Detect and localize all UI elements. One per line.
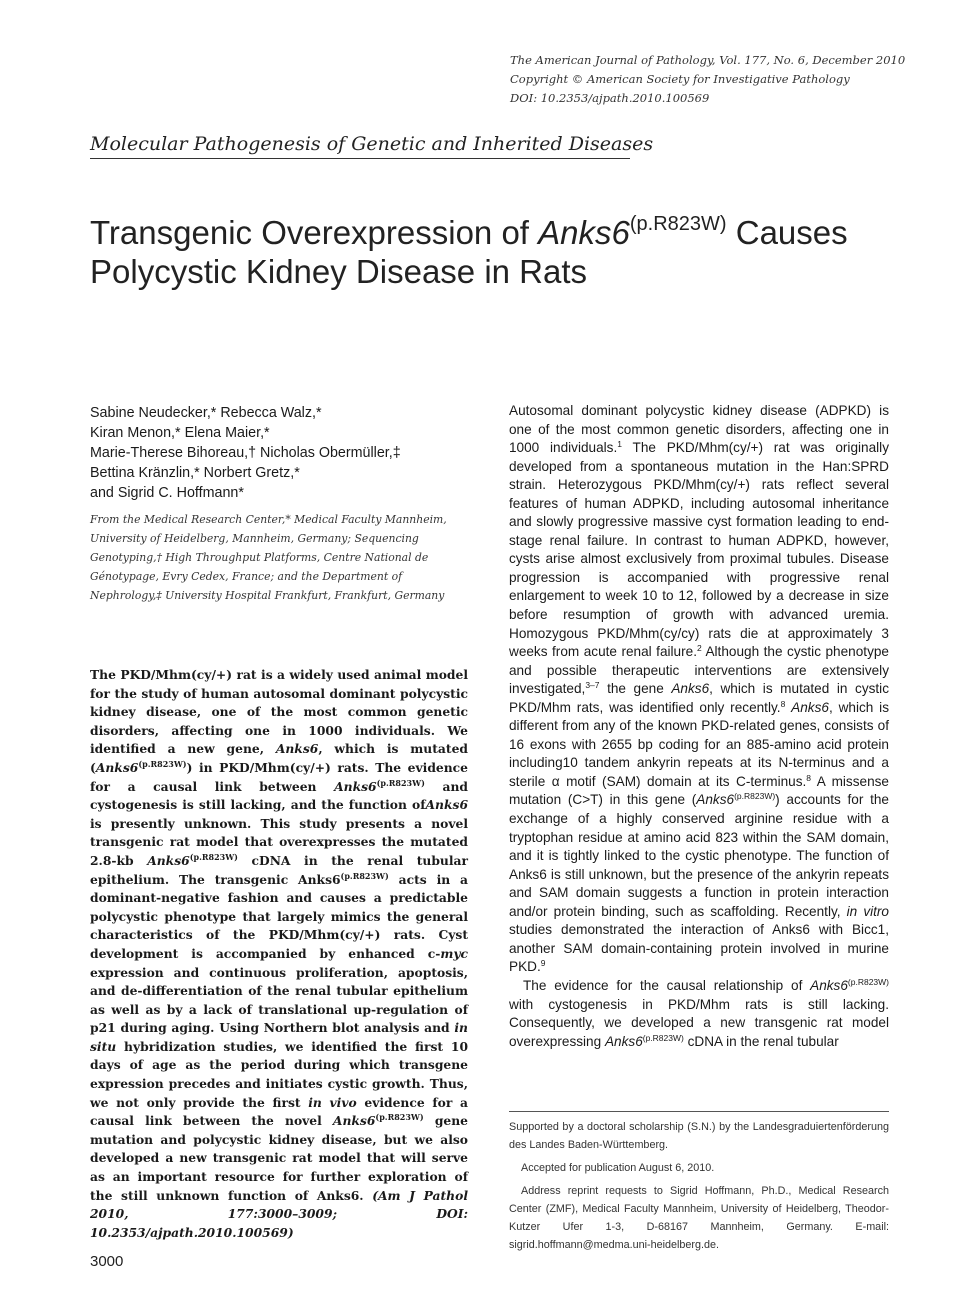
body-paragraph xyxy=(509,402,889,977)
author-line: Bettina Kränzlin,* Norbert Gretz,* xyxy=(90,465,300,481)
body-gene: Anks6 xyxy=(791,699,829,715)
title-part2: Causes Polycystic Kidney Disease in Rats xyxy=(90,214,848,290)
body-text-run: studies demonstrated the interaction of Anks6 with Bicc1, another SAM domain-containing protein involved in murine PKD. xyxy=(509,922,889,975)
footnote-reprint: Address reprint requests to Sigrid Hoffmann, Ph.D., Medical Research Center (ZMF), Medical Faculty Mannheim, University of Heidelberg, Theodor-Kutzer Ufer 1-3, D-68167 Mannheim, Germany. E-mail: sigrid.hoffmann@medma.uni-heidelberg.de. xyxy=(509,1185,889,1251)
gene-superscript: (p.R823W) xyxy=(642,1032,684,1043)
footnote-accepted: Accepted for publication August 6, 2010. xyxy=(521,1162,715,1174)
reference-marker: 1 xyxy=(617,439,622,450)
abstract-gene: Anks6 xyxy=(147,852,190,868)
author-list xyxy=(90,403,470,503)
gene-superscript: (p.R823W) xyxy=(847,976,889,987)
reference-marker: 2 xyxy=(696,643,702,654)
gene-superscript: (p.R823W) xyxy=(734,791,776,802)
body-text-run: , which is different from any of the known PKD-related genes, consists of 16 exons with 2655 bp coding for an 885-amino acid protein including10 tandem ankyrin repeats at its N-terminus and a sterile α motif (SAM) domain at its C-terminus. xyxy=(509,699,889,789)
abstract-italic: in vivo xyxy=(308,1094,357,1110)
abstract-text: evidence for a causal link between the novel xyxy=(90,1094,468,1129)
abstract-italic: myc xyxy=(440,945,468,961)
abstract-text: acts in a dominant-negative fashion and causes a predictable polycystic phenotype that largely mimics the general characteristics of the PKD/Mhm(cy/+) rats. Cyst development is accompanied by enhanced c- xyxy=(90,871,468,961)
body-text-run: A missense mutation (C>T) in this gene ( xyxy=(509,773,889,808)
title-part1: Transgenic Overexpression of xyxy=(90,214,539,251)
body-gene: Anks6 xyxy=(696,792,735,808)
body-gene: Anks6 xyxy=(604,1033,643,1049)
author-line: and Sigrid C. Hoffmann* xyxy=(90,485,244,501)
abstract-text: hybridization studies, we identified the first 10 days of age as the period during which transgene expression precedes and initiates cystic growth. Thus, we not only provide the first xyxy=(90,1038,468,1110)
reference-marker: 9 xyxy=(540,958,546,969)
page-number: 3000 xyxy=(90,1253,124,1270)
journal-citation: The American Journal of Pathology, Vol. 177, No. 6, December 2010 xyxy=(510,53,906,67)
reference-marker: 8 xyxy=(806,772,812,783)
affiliation-line: Nephrology,‡ University Hospital Frankfurt, Frankfurt, Germany xyxy=(90,589,445,602)
body-text-run: The PKD/Mhm(cy/+) rat was originally developed from a spontaneous mutation in the Han:SPRD strain. Heterozygous PKD/Mhm(cy/+) rats reflect several features of human ADPKD, including autosomal inheritance and slowly progressive massive cyst formation leading to end-stage renal failure. In contrast to human ADPKD, however, cysts arise almost exclusively from proximal tubules. Disease progression is accompanied with progressive renal enlargement to week 10 to 12, followed by a decrease in size before resumption of growth with advanced uremia. Homozygous PKD/Mhm(cy/cy) rats die at approximately 3 weeks from acute renal failure. xyxy=(509,440,889,660)
abstract-text: expression and continuous proliferation, apoptosis, and de-differentiation of the renal tubular epithelium as well as by a lack of translational up-regulation of p21 during aging. Using Northern blot analysis and xyxy=(90,964,468,1036)
abstract-text: and cystogenesis is still lacking, and the function of xyxy=(90,778,468,813)
affiliation-line: Genotyping,† High Throughput Platforms, Centre National de xyxy=(90,551,429,564)
body-text-run: the gene xyxy=(599,681,672,697)
abstract-text: , which is mutated ( xyxy=(90,741,468,775)
title-gene: Anks6 xyxy=(538,214,630,251)
body-italic: in vitro xyxy=(846,903,889,919)
body-text-run: Autosomal dominant polycystic kidney disease (ADPKD) is one of the most common genetic disorders, affecting one in 1000 individuals. xyxy=(509,403,889,456)
affiliation-line: University of Heidelberg, Mannheim, Germany; Sequencing xyxy=(90,532,419,545)
abstract-text: ) in PKD/Mhm(cy/+) rats. The evidence for a causal link between xyxy=(90,759,468,794)
author-line: Kiran Menon,* Elena Maier,* xyxy=(90,425,270,441)
abstract-gene: Anks6 xyxy=(332,1113,376,1129)
abstract-gene: Anks6 xyxy=(425,797,468,813)
abstract xyxy=(90,666,468,1242)
body-text-run: The evidence for the causal relationship of xyxy=(523,977,811,993)
abstract-citation: (Am J Pathol 2010, 177:3000–3009; DOI: 10.2353/ajpath.2010.100569) xyxy=(90,1187,468,1240)
footnotes xyxy=(509,1111,889,1259)
abstract-italic: in situ xyxy=(90,1020,468,1054)
body-paragraph xyxy=(509,977,889,1051)
abstract-superscript: (p.R823W) xyxy=(189,851,238,862)
body-text-run: ) accounts for the exchange of a highly conserved arginine residue with a tryptophan residue at amino acid 823 within the SAM domain, and it is tightly linked to the cystic phenotype. The function of Anks6 is still unknown, but the presence of the ankyrin repeats and SAM domain suggests a function in protein interaction and/or protein binding, such as scaffolding. Recently, xyxy=(509,792,889,919)
body-text xyxy=(509,402,889,1051)
abstract-text: is presently unknown. This study presents a novel transgenic rat model that overexpresses the mutated 2.8-kb xyxy=(90,815,468,868)
body-text-run: with cystogenesis in PKD/Mhm rats is still lacking. Consequently, we developed a new transgenic rat model overexpressing xyxy=(509,996,889,1049)
title-superscript: (p.R823W) xyxy=(629,213,727,235)
reference-marker: 8 xyxy=(780,698,786,709)
journal-doi: DOI: 10.2353/ajpath.2010.100569 xyxy=(510,91,710,105)
abstract-text: The PKD/Mhm(cy/+) rat is a widely used animal model for the study of human autosomal dominant polycystic kidney disease, one of the most common genetic disorders, affecting one in 1000 individuals. We identified a new gene, xyxy=(90,667,468,757)
journal-copyright: Copyright © American Society for Investigative Pathology xyxy=(510,72,850,86)
body-text-run: Although the cystic phenotype and possible therapeutic interventions are extensively investigated, xyxy=(509,644,889,697)
abstract-superscript: (p.R823W) xyxy=(376,777,425,788)
abstract-gene: Anks6 xyxy=(275,741,319,757)
body-text-run: , which is mutated in cystic PKD/Mhm rats, was identified only recently. xyxy=(509,681,890,715)
affiliations xyxy=(90,510,470,605)
body-text-run: cDNA in the renal tubular xyxy=(683,1033,839,1049)
abstract-gene: Anks6 xyxy=(95,759,139,775)
affiliation-line: Génotypage, Evry Cedex, France; and the Department of xyxy=(90,570,403,583)
abstract-gene: Anks6 xyxy=(334,778,377,794)
abstract-text: cDNA in the renal tubular epithelium. The transgenic Anks6 xyxy=(90,852,468,887)
footnote-support: Supported by a doctoral scholarship (S.N.) by the Landesgraduiertenförderung des Landes Baden-Württemberg. xyxy=(509,1121,889,1151)
affiliation-line: From the Medical Research Center,* Medical Faculty Mannheim, xyxy=(90,513,447,526)
section-heading: Molecular Pathogenesis of Genetic and Inherited Diseases xyxy=(90,133,630,159)
reference-marker: 3–7 xyxy=(585,680,600,691)
body-gene: Anks6 xyxy=(671,681,710,697)
journal-header xyxy=(510,51,930,108)
article-title xyxy=(90,213,910,291)
abstract-text: gene mutation and polycystic kidney disease, but we also developed a new transgenic rat model that will serve as an important resource for further exploration of the still unknown function of Anks6. xyxy=(90,1113,469,1203)
abstract-superscript: (p.R823W) xyxy=(138,758,187,769)
author-line: Marie-Therese Bihoreau,† Nicholas Obermüller,‡ xyxy=(90,445,401,461)
abstract-superscript: (p.R823W) xyxy=(340,870,389,881)
body-gene: Anks6 xyxy=(810,977,848,993)
author-line: Sabine Neudecker,* Rebecca Walz,* xyxy=(90,405,322,421)
abstract-superscript: (p.R823W) xyxy=(375,1112,424,1123)
